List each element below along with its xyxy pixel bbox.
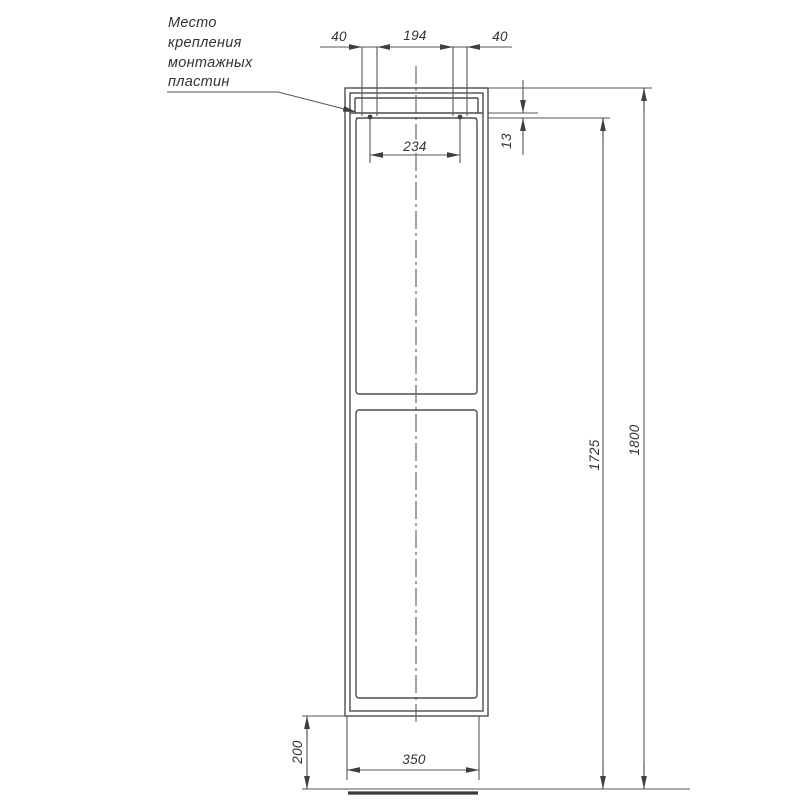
- dimension-overall-height: [488, 88, 652, 789]
- dim-label-350: 350: [402, 752, 426, 767]
- mounting-plate-note: [167, 15, 356, 112]
- leader-line: [167, 92, 356, 112]
- dimension-floor-clearance: [290, 716, 346, 789]
- dimension-mounting-height: [587, 118, 603, 789]
- dim-label-1725: 1725: [587, 439, 602, 471]
- dim-label-1800: 1800: [627, 424, 642, 456]
- dim-label-40-right: 40: [492, 29, 508, 44]
- floor-lines: [302, 789, 690, 793]
- dimension-plate-centers: [368, 115, 463, 163]
- dim-label-234: 234: [403, 139, 427, 154]
- dim-label-40-left: 40: [331, 29, 347, 44]
- dim-label-13: 13: [499, 133, 514, 149]
- dimension-plate-offset: [488, 80, 610, 155]
- dim-label-194: 194: [403, 28, 427, 43]
- note-line-3: монтажных: [168, 55, 253, 71]
- note-line-2: крепления: [168, 35, 242, 51]
- note-line-4: пластин: [168, 74, 230, 90]
- dim-label-200: 200: [290, 740, 305, 764]
- note-line-1: Место: [168, 15, 217, 31]
- dimension-width: [347, 716, 479, 780]
